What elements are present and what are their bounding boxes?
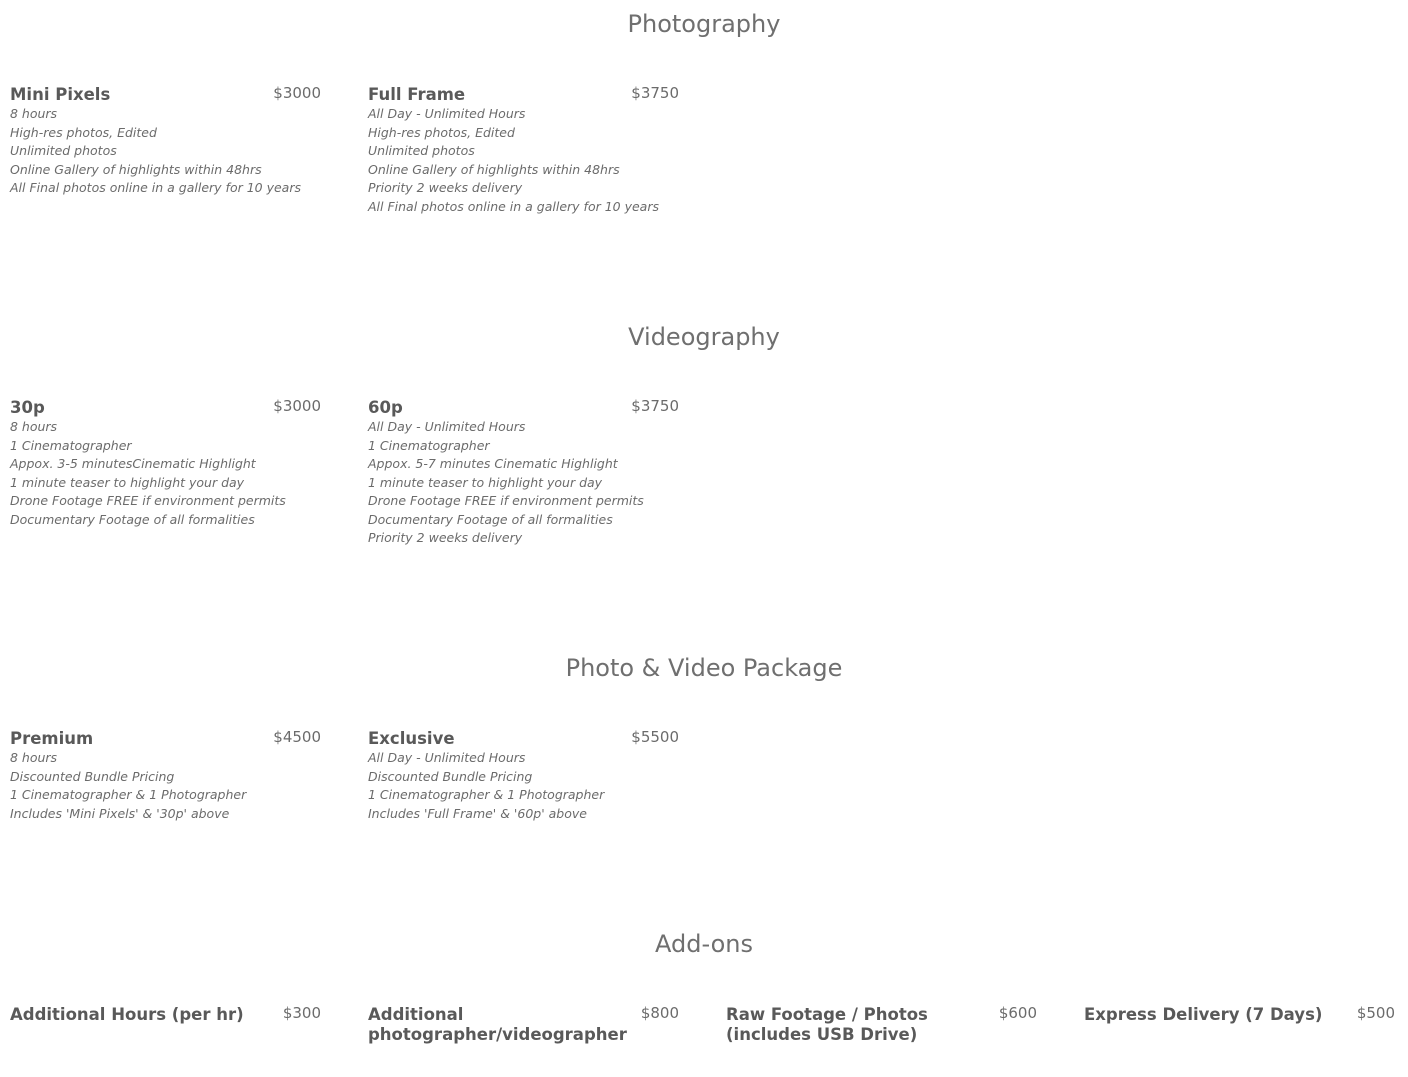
package-detail: Online Gallery of highlights within 48hrs [10, 161, 262, 177]
package-60p [368, 398, 679, 548]
package-detail: Drone Footage FREE if environment permits [368, 493, 644, 508]
package-detail: Documentary Footage of all formalities [10, 511, 255, 527]
package-detail: 8 hours [10, 419, 58, 434]
package-details [10, 105, 321, 198]
section-title-add-ons: Add-ons [655, 930, 753, 958]
package-detail: Discounted Bundle Pricing [368, 768, 533, 784]
package-detail: Appox. 5-7 minutes Cinematic Highlight [368, 456, 618, 471]
package-price: $3000 [273, 84, 321, 102]
package-name: 60p [368, 398, 403, 417]
package-details [368, 749, 679, 823]
addon-raw-footage [726, 1005, 1037, 1045]
addon-name: Express Delivery (7 Days) [1084, 1005, 1323, 1024]
package-exclusive [368, 729, 679, 823]
package-details [10, 749, 321, 823]
package-detail: 1 minute teaser to highlight your day [10, 474, 245, 490]
package-detail: Appox. 3-5 minutesCinematic Highlight [10, 456, 256, 471]
addon-additional-photographer [368, 1005, 679, 1045]
package-detail: All Day - Unlimited Hours [368, 419, 526, 434]
section-title-photo-video-package: Photo & Video Package [565, 654, 843, 682]
addon-name: Additional Hours (per hr) [10, 1005, 244, 1024]
package-full-frame [368, 85, 679, 216]
addon-additional-hours [10, 1005, 321, 1025]
package-price: $4500 [273, 728, 321, 746]
package-detail: 1 Cinematographer & 1 Photographer [10, 787, 247, 802]
package-details [10, 418, 321, 529]
addon-price: $300 [282, 1004, 321, 1022]
package-details [368, 105, 679, 216]
package-detail: All Day - Unlimited Hours [368, 106, 526, 121]
package-detail: All Final photos online in a gallery for 10 years [368, 198, 659, 214]
package-30p [10, 398, 321, 529]
package-detail: All Day - Unlimited Hours [368, 750, 526, 765]
package-detail: High-res photos, Edited [368, 124, 515, 140]
package-detail: All Final photos online in a gallery for 10 years [10, 180, 301, 195]
package-name: Full Frame [368, 85, 466, 104]
addon-price: $800 [640, 1004, 679, 1022]
package-detail: Discounted Bundle Pricing [10, 768, 175, 784]
package-detail: 8 hours [10, 750, 58, 765]
package-detail: 1 Cinematographer & 1 Photographer [368, 787, 605, 802]
addon-price: $600 [998, 1004, 1037, 1022]
addon-price: $500 [1356, 1004, 1395, 1022]
package-detail: 1 Cinematographer [10, 437, 132, 453]
package-detail: 8 hours [10, 106, 58, 121]
package-detail: Includes 'Full Frame' & '60p' above [368, 805, 587, 821]
package-price: $3000 [273, 397, 321, 415]
package-premium [10, 729, 321, 823]
package-detail: Unlimited photos [368, 143, 475, 158]
package-detail: Priority 2 weeks delivery [368, 530, 523, 545]
package-name: Exclusive [368, 729, 455, 748]
addon-name: Additional photographer/videographer [368, 1005, 627, 1044]
section-title-photography: Photography [627, 10, 781, 38]
package-name: Mini Pixels [10, 85, 111, 104]
section-title-videography: Videography [628, 323, 780, 351]
package-detail: Documentary Footage of all formalities [368, 511, 613, 527]
package-detail: Drone Footage FREE if environment permits [10, 493, 286, 508]
package-price: $3750 [631, 397, 679, 415]
package-detail: High-res photos, Edited [10, 124, 157, 140]
package-price: $5500 [631, 728, 679, 746]
package-detail: Includes 'Mini Pixels' & '30p' above [10, 805, 230, 821]
package-price: $3750 [631, 84, 679, 102]
package-detail: Unlimited photos [10, 143, 117, 158]
package-detail: Online Gallery of highlights within 48hrs [368, 161, 620, 177]
addon-express-delivery [1084, 1005, 1395, 1025]
package-mini-pixels [10, 85, 321, 198]
package-details [368, 418, 679, 548]
package-name: Premium [10, 729, 94, 748]
package-detail: Priority 2 weeks delivery [368, 180, 523, 195]
package-detail: 1 Cinematographer [368, 437, 490, 453]
package-name: 30p [10, 398, 45, 417]
addon-name: Raw Footage / Photos (includes USB Drive) [726, 1005, 928, 1044]
package-detail: 1 minute teaser to highlight your day [368, 474, 603, 490]
